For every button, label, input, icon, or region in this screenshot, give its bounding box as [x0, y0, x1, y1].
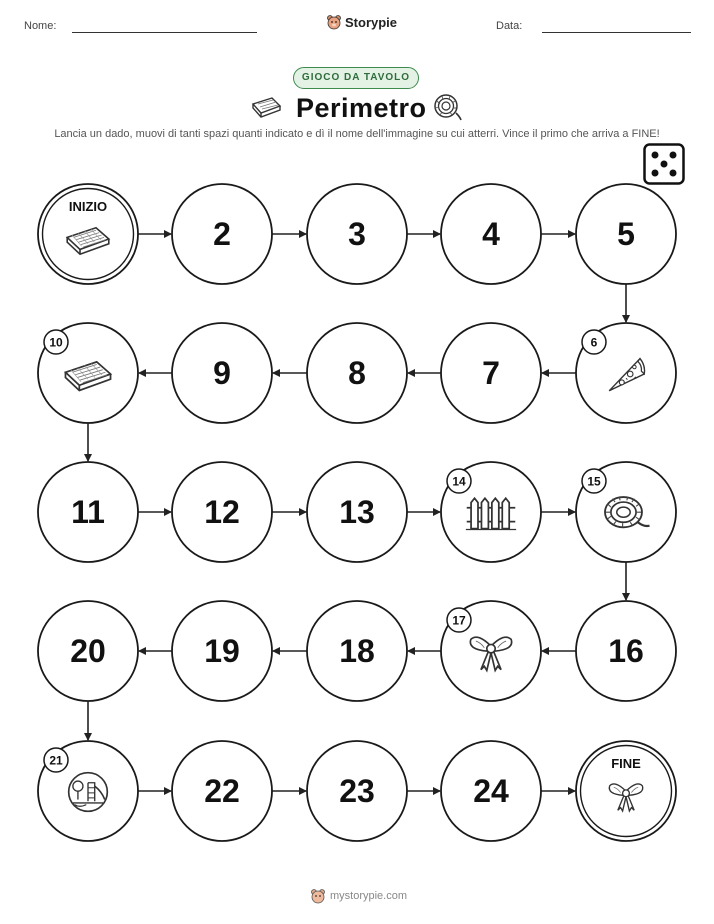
space-label: 21: [49, 753, 63, 768]
space-label: 10: [49, 335, 63, 350]
board-space-10: [38, 323, 138, 423]
footer: [310, 888, 407, 904]
instructions: Lancia un dado, muovi di tanti spazi quanti indicato e dì il nome dell'immagine su cui atterri. Vince il primo che arriva a FINE!: [54, 128, 660, 140]
board-space-5: [576, 184, 676, 284]
space-label: INIZIO: [68, 199, 108, 214]
space-label: 11: [71, 494, 105, 530]
space-label: 23: [339, 773, 375, 809]
board-space-16: [576, 601, 676, 701]
bear-icon: [310, 888, 326, 904]
space-label: 8: [348, 355, 366, 391]
board-space-1: [38, 184, 138, 284]
board-space-4: [441, 184, 541, 284]
name-label: Nome:: [24, 20, 57, 32]
board-space-21: [38, 741, 138, 841]
space-label: 9: [213, 355, 231, 391]
space-label: 2: [213, 216, 231, 252]
board-space-20: [38, 601, 138, 701]
board-space-8: [307, 323, 407, 423]
board-space-9: [172, 323, 272, 423]
space-label: 13: [339, 494, 375, 530]
space-label: 14: [452, 474, 466, 489]
space-label: 17: [452, 613, 466, 628]
space-label: 3: [348, 216, 366, 252]
board-space-15: [576, 462, 676, 562]
space-label: 19: [204, 633, 240, 669]
board-space-12: [172, 462, 272, 562]
space-label: 18: [339, 633, 375, 669]
board-space-7: [441, 323, 541, 423]
space-label: 15: [587, 474, 601, 489]
board-space-3: [307, 184, 407, 284]
space-label: 20: [70, 633, 106, 669]
board-space-14: [441, 462, 541, 562]
board-space-17: [441, 601, 541, 701]
playground-icon: [69, 773, 108, 812]
board-space-13: [307, 462, 407, 562]
board-space-23: [307, 741, 407, 841]
space-label: 24: [473, 773, 509, 809]
space-label: 5: [617, 216, 635, 252]
board-space-25: [576, 741, 676, 841]
board-space-24: [441, 741, 541, 841]
page-title: Perimetro: [296, 93, 427, 123]
board-space-18: [307, 601, 407, 701]
board-space-2: [172, 184, 272, 284]
space-label: 6: [590, 335, 598, 350]
space-label: 4: [482, 216, 500, 252]
space-label: 12: [204, 494, 240, 530]
footer-url: mystorypie.com: [330, 890, 408, 902]
space-label: FINE: [611, 756, 641, 771]
space-label: 22: [204, 773, 240, 809]
board-space-19: [172, 601, 272, 701]
space-label: 7: [482, 355, 500, 391]
space-label: 16: [608, 633, 644, 669]
category-badge: GIOCO DA TAVOLO: [293, 67, 419, 89]
fence-icon: [466, 498, 516, 529]
board-space-6: [576, 323, 676, 423]
brand-name: Storypie: [345, 14, 398, 30]
date-label: Data:: [496, 20, 523, 32]
board-space-22: [172, 741, 272, 841]
board-space-11: [38, 462, 138, 562]
